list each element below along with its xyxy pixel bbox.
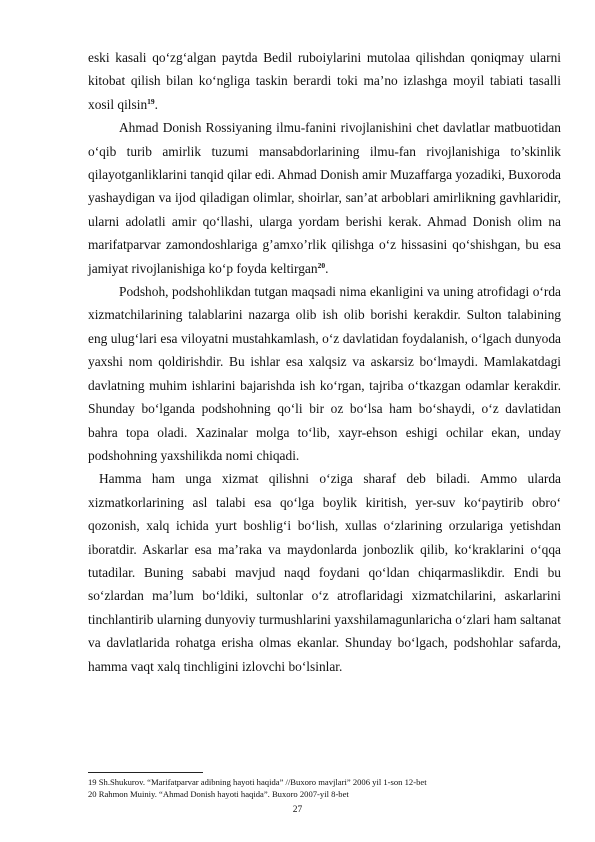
- paragraph-1: [88, 46, 561, 116]
- paragraph-1-end: .: [154, 96, 159, 112]
- page-number: 27: [292, 805, 303, 815]
- paragraph-2-end: .: [325, 260, 329, 276]
- paragraph-2: [88, 116, 561, 280]
- footnote-19: 19 Sh.Shukurov. “Marifatparvar adibning hayoti haqida” //Buxoro mavjlari” 2006 yil 1-son 12-bet: [88, 777, 427, 787]
- footnote-ref-20: 20: [317, 260, 326, 270]
- paragraph-4: [88, 467, 561, 678]
- paragraph-3-text: Podshoh, podshohlikdan tutgan maqsadi nima ekanligini va uning atrofidagi o‘rda xizmatchilarining talablarini nazarga olib ish olib borishi kerakdir. Sulton talabining eng ulug‘lari esa viloyatni mustahkamlash, o‘z davlatidan foydalanish, o‘lgach dunyoda yaxshi nom qoldirishdir. Bu ishlar esa xalqsiz va askarsiz bo‘lmaydi. Mamlakatdagi davlatning muhim ishlarini bajarishda ish ko‘rgan, tajriba o‘tkazgan odamlar kerakdir. Shunday bo‘lganda podshohning qo‘li bir oz bo‘lsa ham bo‘shaydi, o‘z davlatidan bahra topa oladi. Xazinalar molga to‘lib, xayr-ehson eshigi ochilar ekan, unday podshohning yaxshilikda nomi chiqadi.: [88, 284, 561, 463]
- paragraph-3: [88, 280, 561, 467]
- paragraph-4-text: Hamma ham unga xizmat qilishni o‘ziga sharaf deb biladi. Ammo ularda xizmatkorlarining asl talabi esa qo‘lga boylik kiritish, yer-suv ko‘paytirib obro‘ qozonish, xalq ichida yurt boshlig‘i bo‘lish, xullas o‘zlarining orzulariga yetishdan iboratdir. Askarlar esa ma’raka va maydonlarda jonbozlik qilib, ko‘kraklarini o‘qqa tutadilar. Buning sababi mavjud naqd foydani qo‘ldan chiqarmaslikdir. Endi bu so‘zlardan ma’lum bo‘ldiki, sultonlar o‘z atroflaridagi xizmatchilarini, askarlarini tinchlantirib ularning dunyoviy turmushlarini yaxshilamagunlaricha o‘zlari ham saltanat va davlatlarida rohatga erisha olmas ekanlar. Shunday bo‘lgach, podshohlar safarda, hamma vaqt xalq tinchligini izlovchi bo‘lsinlar.: [88, 471, 561, 674]
- body-text: [88, 46, 561, 678]
- paragraph-1-text: eski kasali qo‘zg‘algan paytda Bedil ruboiylarini mutolaa qilishdan qoniqmay ularni kitobat qilish bilan ko‘ngliga taskin berardi toki ma’no izlashga moyil tabiati tasalli xosil qilsin: [88, 50, 561, 112]
- footnotes: [88, 776, 561, 801]
- footnote-separator: [88, 772, 203, 773]
- footnote-20: 20 Rahmon Muiniy. “Ahmad Donish hayoti haqida”. Buxoro 2007-yil 8-bet: [88, 789, 349, 800]
- paragraph-2-text: Ahmad Donish Rossiyaning ilmu-fanini rivojlanishini chet davlatlar matbuotidan o‘qib turib amirlik tuzumi mansabdorlarining ilmu-fan rivojlanishiga to’skinlik qilayotganliklarini tanqid qilar edi. Ahmad Donish amir Muzaffarga yozadiki, Buxoroda yashaydigan va ijod qiladigan olimlar, shoirlar, san’at arboblari amirlikning gavhlaridir, ularni adolatli amir qo‘llashi, ularga yordam berishi kerak. Ahmad Donish olim na marifatparvar zamondoshlariga g’amxo’rlik qilishga o‘z hissasini qo‘shishgan, bu esa jamiyat rivojlanishiga ko‘p foyda keltirgan: [88, 120, 561, 276]
- footnote-ref-19: 19: [147, 96, 155, 106]
